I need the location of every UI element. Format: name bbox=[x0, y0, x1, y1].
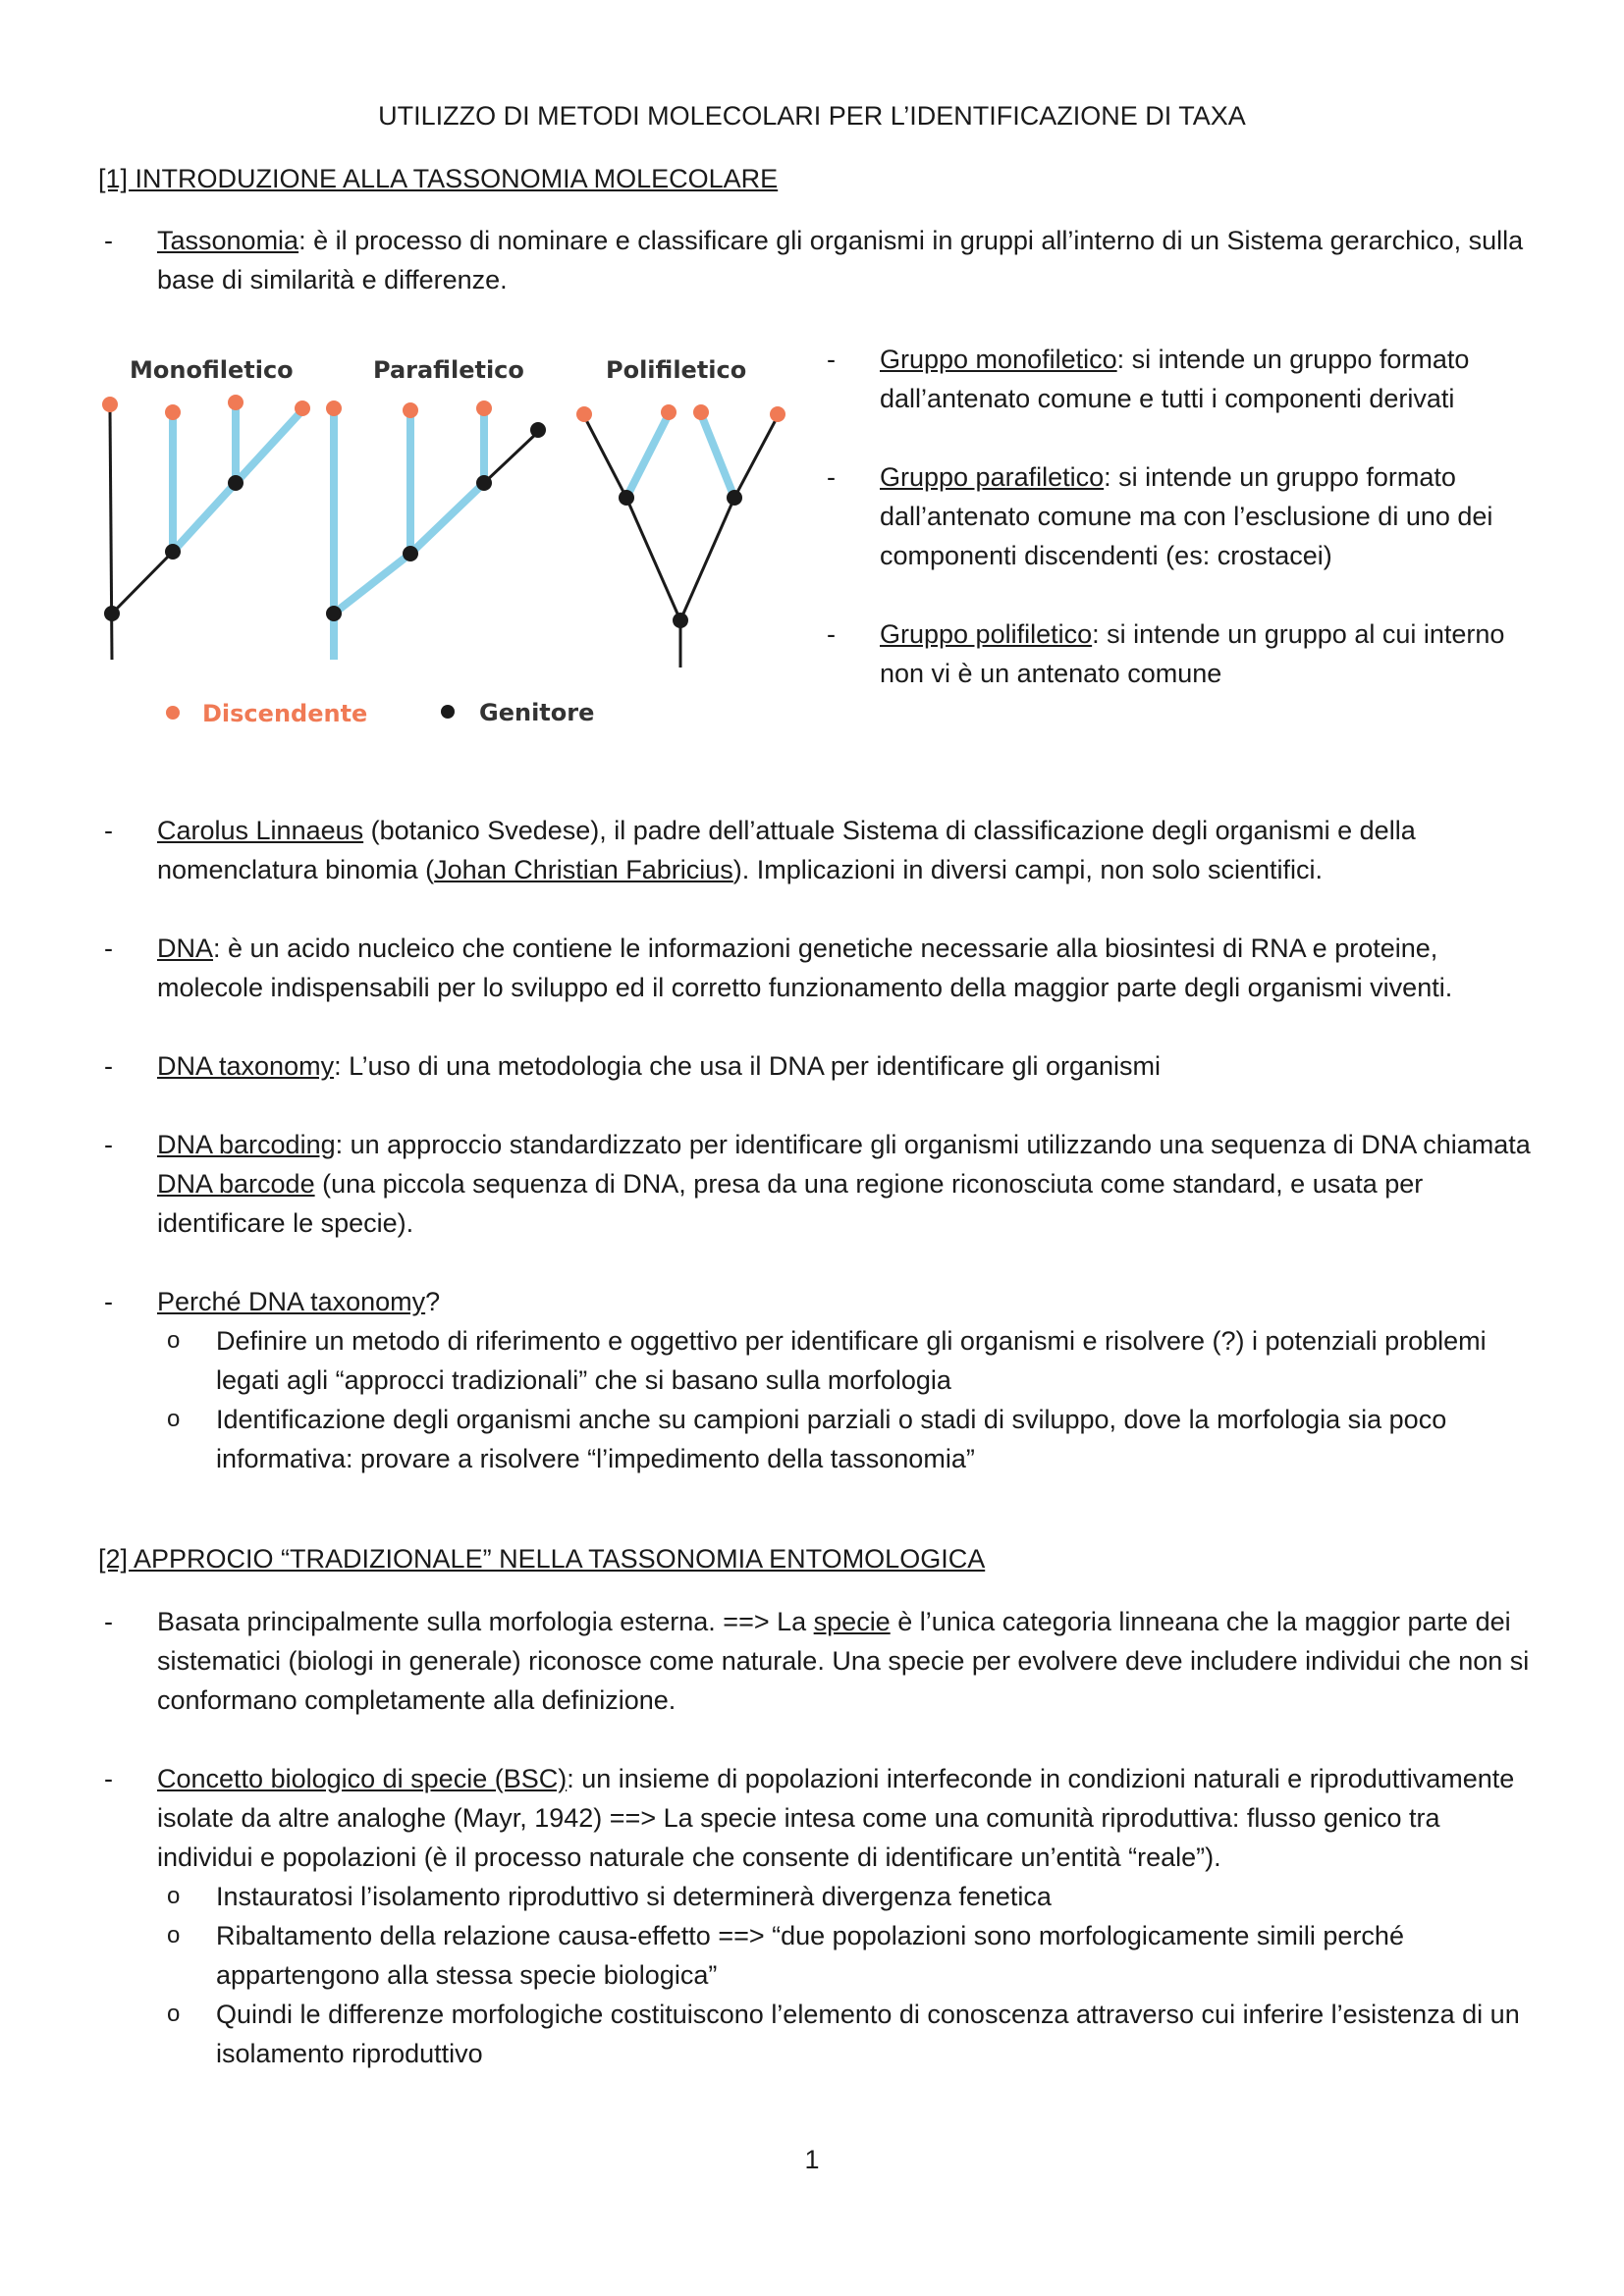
bullet-perche bbox=[98, 1282, 1532, 1321]
phylogeny-svg bbox=[98, 334, 805, 746]
descendant-node bbox=[326, 400, 342, 416]
sub-bullet-bsc-3 bbox=[157, 1995, 1532, 2073]
bullet-dna-barcoding bbox=[98, 1125, 1532, 1243]
descendant-node bbox=[661, 404, 677, 420]
sub-bullet-marker: o bbox=[167, 1922, 181, 1949]
descendant-node bbox=[693, 404, 709, 420]
phylogeny-figure bbox=[98, 334, 805, 746]
term-dna-barcode: DNA barcode bbox=[157, 1169, 315, 1199]
bullet-monofiletico bbox=[821, 340, 1547, 418]
legend-descendant-dot bbox=[166, 706, 180, 720]
parent-node bbox=[673, 613, 688, 628]
basata-text-2: è l’unica categoria linneana che la maggior parte dei sistematici (biologi in generale) riconosce come naturale. Una specie per evolvere deve includere individui che non si conformano completamente alla definizione. bbox=[157, 1607, 1530, 1715]
bullet-dna-taxonomy bbox=[98, 1046, 1532, 1086]
descendant-node bbox=[403, 402, 418, 418]
term-tassonomia: Tassonomia bbox=[157, 226, 299, 255]
dna-barcoding-text-1: : un approccio standardizzato per identificare gli organismi utilizzando una sequenza di DNA chiamata bbox=[335, 1130, 1531, 1159]
term-polifiletico: Gruppo polifiletico bbox=[880, 619, 1093, 649]
parent-node bbox=[476, 475, 492, 491]
descendant-node bbox=[102, 397, 118, 412]
linnaeus-text-1: (botanico Svedese), il padre dell’attuale Sistema di classificazione degli organismi e della nomenclatura binomia ( bbox=[157, 816, 1416, 884]
monofiletico-text: : si intende un gruppo formato dall’antenato comune e tutti i componenti derivati bbox=[880, 345, 1470, 413]
term-monofiletico: Gruppo monofiletico bbox=[880, 345, 1117, 374]
dna-barcoding-text-2: (una piccola sequenza di DNA, presa da una regione riconosciuta come standard, e usata per identificare le specie). bbox=[157, 1169, 1424, 1238]
descendant-node bbox=[165, 404, 181, 420]
bullet-dash: - bbox=[104, 1287, 113, 1316]
bullet-dash: - bbox=[104, 1764, 113, 1793]
section-2-heading: [2] APPROCIO “TRADIZIONALE” NELLA TASSONOMIA ENTOMOLOGICA bbox=[98, 1544, 986, 1574]
descendant-node bbox=[476, 400, 492, 416]
parent-node bbox=[619, 490, 634, 506]
term-perche: Perché DNA taxonomy bbox=[157, 1287, 426, 1316]
term-linnaeus: Carolus Linnaeus bbox=[157, 816, 364, 845]
tree-polifiletico bbox=[576, 404, 785, 667]
term-fabricius: Johan Christian Fabricius bbox=[434, 855, 733, 884]
descendant-node bbox=[295, 400, 310, 416]
bullet-dash: - bbox=[827, 462, 836, 492]
bsc-sub-1-text: Instauratosi l’isolamento riproduttivo si determinerà divergenza fenetica bbox=[216, 1882, 1052, 1911]
linnaeus-text-2: ). Implicazioni in diversi campi, non solo scientifici. bbox=[732, 855, 1324, 884]
descendant-node bbox=[228, 395, 244, 410]
sub-bullet-bsc-1 bbox=[157, 1877, 1532, 1916]
bullet-dna bbox=[98, 929, 1532, 1007]
bullet-dash: - bbox=[104, 1051, 113, 1081]
tree-parafiletico bbox=[326, 400, 546, 660]
sub-bullet-marker: o bbox=[167, 1406, 181, 1432]
descendant-node bbox=[770, 406, 785, 422]
legend-discendente: Discendente bbox=[202, 700, 368, 727]
descendant-node bbox=[576, 406, 592, 422]
dna-taxonomy-text: : L’uso di una metodologia che usa il DNA per identificare gli organismi bbox=[334, 1051, 1162, 1081]
term-dna-taxonomy: DNA taxonomy bbox=[157, 1051, 335, 1081]
term-parafiletico: Gruppo parafiletico bbox=[880, 462, 1105, 492]
polifiletico-text: : si intende un gruppo al cui interno non vi è un antenato comune bbox=[880, 619, 1505, 688]
bullet-dash: - bbox=[827, 345, 836, 374]
perche-sub-2-text: Identificazione degli organismi anche su campioni parziali o stadi di sviluppo, dove la morfologia sia poco informativa: provare a risolvere “l’impedimento della tassonomia” bbox=[216, 1405, 1447, 1473]
label-monofiletico: Monofiletico bbox=[130, 356, 294, 384]
parent-node bbox=[403, 546, 418, 561]
label-polifiletico: Polifiletico bbox=[606, 356, 747, 384]
bullet-tassonomia bbox=[98, 221, 1532, 299]
section-1-heading: [1] INTRODUZIONE ALLA TASSONOMIA MOLECOLARE bbox=[98, 164, 779, 193]
bullet-polifiletico bbox=[821, 614, 1547, 693]
sub-bullet-perche-1 bbox=[157, 1321, 1532, 1400]
sub-bullet-marker: o bbox=[167, 1883, 181, 1909]
parent-node bbox=[228, 475, 244, 491]
bullet-dash: - bbox=[104, 816, 113, 845]
parent-node bbox=[165, 544, 181, 560]
bullet-dash: - bbox=[104, 1130, 113, 1159]
term-dna: DNA bbox=[157, 934, 214, 963]
page-title: UTILIZZO DI METODI MOLECOLARI PER L’IDENTIFICAZIONE DI TAXA bbox=[378, 101, 1246, 131]
bullet-dash: - bbox=[104, 226, 113, 255]
bsc-sub-2-text: Ribaltamento della relazione causa-effetto ==> “due popolazioni sono morfologicamente simili perché appartengono alla stessa specie biologica” bbox=[216, 1921, 1404, 1990]
tree-monofiletico bbox=[102, 395, 310, 660]
label-parafiletico: Parafiletico bbox=[373, 356, 524, 384]
legend-genitore: Genitore bbox=[479, 699, 595, 726]
bullet-basata bbox=[98, 1602, 1532, 1720]
perche-sub-1-text: Definire un metodo di riferimento e oggettivo per identificare gli organismi e risolvere (?) i potenziali problemi legati agli “approcci tradizionali” che si basano sulla morfologia bbox=[216, 1326, 1487, 1395]
term-specie: specie bbox=[813, 1607, 891, 1636]
page-number: 1 bbox=[804, 2145, 820, 2174]
parent-node bbox=[326, 606, 342, 621]
parafiletico-text: : si intende un gruppo formato dall’antenato comune ma con l’esclusione di uno dei componenti discendenti (es: crostacei) bbox=[880, 462, 1493, 570]
sub-bullet-perche-2 bbox=[157, 1400, 1532, 1478]
sub-bullet-marker: o bbox=[167, 2001, 181, 2027]
bullet-dash: - bbox=[104, 934, 113, 963]
parent-node bbox=[727, 490, 742, 506]
parent-node bbox=[104, 606, 120, 621]
bsc-text: : un insieme di popolazioni interfeconde in condizioni naturali e riproduttivamente isolate da altre analoghe (Mayr, 1942) ==> La specie intesa come una comunità riproduttiva: flusso genico tra individui e popolazioni (è il processo naturale che consente di identificare un’entità “reale”). bbox=[157, 1764, 1515, 1872]
sub-bullet-marker: o bbox=[167, 1327, 181, 1354]
sub-bullet-bsc-2 bbox=[157, 1916, 1532, 1995]
term-bsc: Concetto biologico di specie (BSC) bbox=[157, 1764, 568, 1793]
basata-text-1: Basata principalmente sulla morfologia esterna. ==> La bbox=[157, 1607, 814, 1636]
bsc-sub-3-text: Quindi le differenze morfologiche costituiscono l’elemento di conoscenza attraverso cui inferire l’esistenza di un isolamento riproduttivo bbox=[216, 2000, 1520, 2068]
dna-text: : è un acido nucleico che contiene le informazioni genetiche necessarie alla biosintesi di RNA e proteine, molecole indispensabili per lo sviluppo ed il corretto funzionamento della maggior parte degli organismi viventi. bbox=[157, 934, 1453, 1002]
bullet-linnaeus bbox=[98, 811, 1532, 889]
bullet-parafiletico bbox=[821, 457, 1547, 575]
bullet-dash: - bbox=[104, 1607, 113, 1636]
parent-node bbox=[530, 422, 546, 438]
term-dna-barcoding: DNA barcoding bbox=[157, 1130, 336, 1159]
perche-text: ? bbox=[425, 1287, 441, 1316]
bullet-bsc bbox=[98, 1759, 1532, 1877]
tassonomia-text: : è il processo di nominare e classificare gli organismi in gruppi all’interno di un Sistema gerarchico, sulla base di similarità e differenze. bbox=[157, 226, 1524, 294]
legend-parent-dot bbox=[441, 705, 455, 719]
bullet-dash: - bbox=[827, 619, 836, 649]
